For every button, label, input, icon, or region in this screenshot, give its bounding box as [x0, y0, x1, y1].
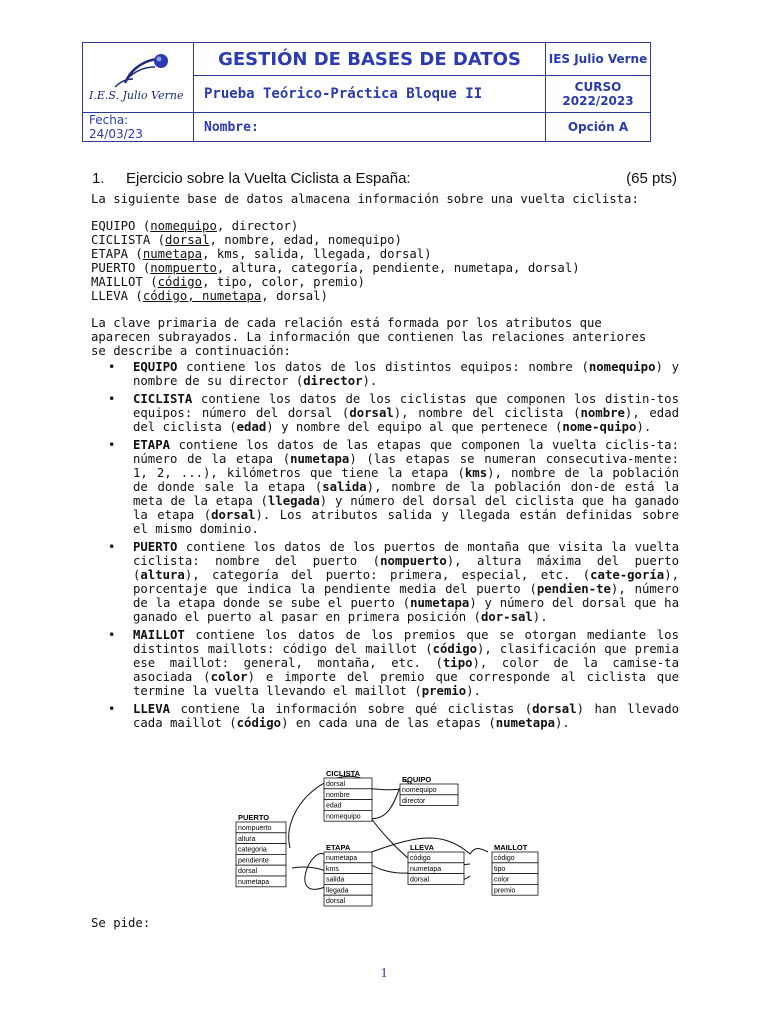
diagram-field: numetapa [326, 855, 358, 862]
course-value: 2022/2023 [562, 94, 634, 108]
diagram-field: llegada [326, 887, 349, 895]
page-number: 1 [380, 966, 388, 981]
diagram-field: pendiente [238, 857, 269, 865]
diagram-field: kms [326, 865, 339, 873]
schema-diagram [230, 768, 550, 908]
list-item-maillot: • MAILLOT contiene los datos de los premios que se otorgan mediante los distintos maillots: código del maillot (código), clasificación que premia ese maillot: general, montaña, etc. (tipo), color de la camise-ta asociada (color) e importe del premio que corresponde al ciclista que termine la vuelta llevando el maillot (premio). [108, 628, 680, 698]
list-item-lleva: • LLEVA contiene la información sobre qué ciclistas (dorsal) han llevado cada maillot (código) en cada una de las etapas (numetapa). [108, 702, 680, 730]
diagram-table-title: PUERTO [238, 813, 270, 822]
diagram-field: nomequipo [326, 813, 361, 821]
bullet-list [91, 360, 679, 734]
school-name: IES Julio Verne [546, 43, 651, 76]
diagram-field: nombre [326, 791, 350, 799]
diagram-field: código [410, 855, 431, 862]
se-pide: Se pide: [91, 916, 151, 930]
header-table [82, 42, 651, 142]
diagram-table-title: EQUIPO [402, 775, 432, 784]
diagram-field: nompuerto [238, 825, 272, 832]
date-label: Fecha: [89, 113, 129, 127]
diagram-field: edad [326, 802, 342, 810]
diagram-field: director [402, 797, 426, 805]
question-title: Ejercicio sobre la Vuelta Ciclista a España: [126, 170, 411, 187]
relation-ciclista: CICLISTA (dorsal, nombre, edad, nomequipo) [91, 233, 402, 247]
date-value: 24/03/23 [89, 127, 143, 141]
diagram-field: dorsal [326, 898, 346, 906]
logo-cell [83, 43, 194, 113]
diagram-field: numetapa [410, 865, 442, 873]
diagram-field: dorsal [238, 868, 258, 876]
relation-etapa: ETAPA (numetapa, kms, salida, llegada, dorsal) [91, 247, 432, 261]
diagram-table-equipo [400, 775, 458, 806]
document-title: GESTIÓN DE BASES DE DATOS [194, 43, 546, 76]
diagram-field: premio [494, 887, 516, 895]
course-cell [546, 76, 651, 113]
diagram-field: categoria [238, 846, 267, 854]
course-label: CURSO [574, 80, 622, 94]
diagram-table-maillot [492, 843, 538, 895]
relations-list [91, 219, 681, 303]
list-item-ciclista: • CICLISTA contiene los datos de los ciclistas que componen los distin-tos equipos: número del dorsal (dorsal), nombre del ciclista (nombre), edad del ciclista (edad) y nombre del equipo al que pertenece (nome-quipo). [108, 392, 680, 434]
relation-maillot: MAILLOT (código, tipo, color, premio) [91, 275, 365, 289]
diagram-table-title: ETAPA [326, 843, 351, 852]
diagram-table-title: CICLISTA [326, 769, 361, 778]
diagram-field: nomequipo [402, 787, 437, 794]
relation-lleva: LLEVA (código, numetapa, dorsal) [91, 289, 328, 303]
date-cell [83, 113, 194, 142]
explain-paragraph: La clave primaria de cada relación está formada por los atributos que aparecen subrayados. La información que contienen las relaciones anteriores se describe a continuación: [91, 316, 647, 358]
diagram-field: altura [238, 835, 256, 843]
diagram-field: dorsal [410, 876, 430, 884]
diagram-field: color [494, 876, 510, 884]
name-field[interactable]: Nombre: [194, 113, 546, 142]
list-item-etapa: • ETAPA contiene los datos de las etapas que componen la vuelta ciclis-ta: número de la etapa (numetapa) (las etapas se numeran consecutiva-mente: 1, 2, ...), kilómetros que tiene la etapa (kms), nombre de la población de donde sale la etapa (salida), nombre de la población don-de está la meta de la etapa (llegada) y número del dorsal del ciclista que ha ganado la etapa (dorsal). Los atributos salida y llegada están definidas sobre el mismo dominio. [108, 438, 679, 536]
option-label: Opción A [546, 113, 651, 142]
list-item-puerto: • PUERTO contiene los datos de los puertos de montaña que visita la vuelta ciclista: nombre del puerto (nompuerto), altura máxima del puerto (altura), categoría del puerto: primera, especial, etc. (cate-goría), porcentaje que indica la pendiente media del puerto (pendien-te), número de la etapa donde se sube el puerto (numetapa) y número del dorsal que ha ganado el puerto al pasar en primera posición (dor-sal). [108, 540, 680, 624]
diagram-table-title: MAILLOT [494, 843, 528, 852]
relation-equipo: EQUIPO (nomequipo, director) [91, 219, 299, 233]
logo-text: I.E.S. Julio Verne [89, 89, 184, 102]
question-number: 1. [92, 170, 105, 187]
diagram-table-etapa [324, 843, 372, 906]
diagram-field: salida [326, 876, 345, 884]
question-points: (65 pts) [626, 170, 677, 187]
diagram-field: tipo [494, 865, 506, 873]
diagram-field: dorsal [326, 781, 346, 788]
diagram-table-title: LLEVA [410, 843, 435, 852]
intro-text: La siguiente base de datos almacena información sobre una vuelta ciclista: [91, 192, 639, 206]
diagram-table-puerto [236, 813, 286, 887]
diagram-field: código [494, 855, 515, 862]
diagram-table-ciclista [324, 769, 372, 821]
diagram-field: numetapa [238, 879, 270, 886]
diagram-table-lleva [408, 843, 464, 884]
exam-subtitle: Prueba Teórico-Práctica Bloque II [194, 76, 546, 113]
list-item-equipo: • EQUIPO contiene los datos de los distintos equipos: nombre (nomequipo) y nombre de su director (director). [108, 360, 680, 388]
relation-puerto: PUERTO (nompuerto, altura, categoría, pendiente, numetapa, dorsal) [91, 261, 580, 275]
logo-icon [87, 49, 187, 93]
